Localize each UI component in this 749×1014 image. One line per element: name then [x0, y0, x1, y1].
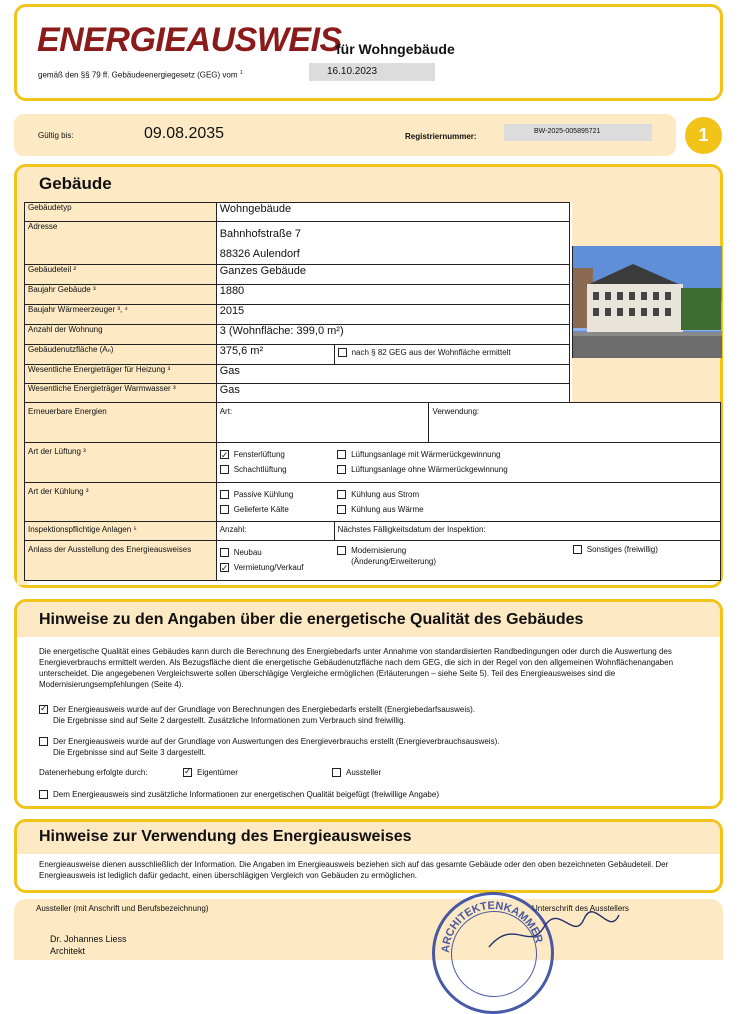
cooling-electric[interactable]: Kühlung aus Strom	[337, 487, 717, 502]
header-box	[14, 4, 723, 101]
demand-option: ✓Der Energieausweis wurde auf der Grundlage von Berechnungen des Energiebedarfs erstellt (Energiebedarfsausweis). Die Ergebnisse sind auf Seite 2 dargestellt. Zusätzliche Informationen zum Verbrauch sind freiwillig.	[39, 704, 707, 726]
renewables-type: Art:	[216, 403, 429, 443]
occasion-modernisation[interactable]: Modernisierung	[337, 545, 567, 556]
inspection-count: Anzahl:	[216, 522, 334, 541]
cooling-right	[334, 483, 720, 522]
notes-section	[14, 599, 723, 809]
label-heating-carrier: Wesentliche Energieträger für Heizung ³	[25, 365, 217, 384]
occasion-rent-sale-checkbox[interactable]	[220, 563, 229, 572]
inspection-next: Nächstes Fälligkeitsdatum der Inspektion:	[334, 522, 720, 541]
consumption-checkbox[interactable]	[39, 737, 48, 746]
occasion-rent-sale[interactable]: ✓Vermietung/Verkauf	[220, 560, 331, 575]
notes-paragraph: Die energetische Qualität eines Gebäudes kann durch die Berechnung des Energiebedarfs unter Annahme von standardisierten Randbedingungen oder durch die Auswertung des Energieverbrauchs ermittelt werden. Als Bezugsfläche dient die energetische Gebäudenutzfläche nach dem GEG, die sich in der Regel von den allgemeinen Wohnflächenangaben unterscheidet. Die angegebenen Vergleichswerte sollen überschlägige Vergleiche ermöglichen (Erläuterungen – siehe Seite 5). Teil des Energieausweises sind die Modernisierungsempfehlungen (Seite 4).	[39, 647, 674, 689]
ventilation-recovery[interactable]: Lüftungsanlage mit Wärmerückgewinnung	[337, 447, 717, 462]
value-year-heater: 2015	[216, 305, 570, 325]
occasion-modernisation-checkbox[interactable]	[337, 546, 346, 555]
additional-info-checkbox[interactable]	[39, 790, 48, 799]
issuer-title: Architekt	[50, 946, 86, 956]
value-address: Bahnhofstraße 7 88326 Aulendorf	[216, 222, 570, 265]
cooling-left	[216, 483, 334, 522]
value-building-type: Wohngebäude	[216, 203, 570, 222]
demand-checkbox[interactable]	[39, 705, 48, 714]
signature-label: Unterschrift des Ausstellers	[532, 904, 629, 913]
label-cooling: Art der Kühlung ³	[25, 483, 217, 522]
occasion-right	[570, 541, 721, 581]
value-year-built: 1880	[216, 285, 570, 305]
cooling-delivered-checkbox[interactable]	[220, 505, 229, 514]
label-floor-area: Gebäudenutzfläche (Aₙ)	[25, 345, 217, 365]
table-row	[25, 541, 721, 581]
building-table	[24, 202, 721, 581]
label-inspection: Inspektionspflichtige Anlagen ⁵	[25, 522, 217, 541]
occasion-left	[216, 541, 334, 581]
cooling-heat[interactable]: Kühlung aus Wärme	[337, 502, 717, 517]
occasion-new-build[interactable]: Neubau	[220, 545, 331, 560]
table-row	[25, 203, 721, 222]
footer-panel	[14, 899, 723, 960]
area-method-option: nach § 82 GEG aus der Wohnfläche ermittelt	[334, 345, 570, 365]
renewables-use: Verwendung:	[429, 403, 721, 443]
label-occasion: Anlass der Ausstellung des Energieausweises	[25, 541, 217, 581]
label-ventilation: Art der Lüftung ³	[25, 443, 217, 483]
value-units: 3 (Wohnfläche: 399,0 m²)	[216, 325, 570, 345]
cooling-heat-checkbox[interactable]	[337, 505, 346, 514]
issuer-name: Dr. Johannes Liess	[50, 934, 127, 944]
page-number-badge: 1	[685, 117, 722, 154]
label-building-type: Gebäudetyp	[25, 203, 217, 222]
notes-title: Hinweise zu den Angaben über die energetische Qualität des Gebäudes	[39, 611, 584, 628]
additional-info-option[interactable]: Dem Energieausweis sind zusätzliche Informationen zur energetischen Qualität beigefügt (freiwillige Angabe)	[39, 790, 439, 799]
building-header-band	[17, 167, 720, 202]
collection-owner-option[interactable]: ✓ Eigentümer	[183, 768, 238, 777]
occasion-other-checkbox[interactable]	[573, 545, 582, 554]
stamp-lettering: ARCHITEKTENKAMMER	[439, 899, 545, 954]
table-row	[25, 403, 721, 443]
collection-owner-checkbox[interactable]	[183, 768, 192, 777]
registration-field	[504, 124, 652, 141]
signature-scribble	[484, 907, 624, 957]
collection-issuer-checkbox[interactable]	[332, 768, 341, 777]
usage-text: Energieausweise dienen ausschließlich der Information. Die Angaben im Energieausweis beziehen sich auf das gesamte Gebäude oder den oben bezeichneten Gebäudeteil. Der Energieausweis ist lediglich dafür gedacht, einen überschlägigen Vergleich von Gebäuden zu ermöglichen.	[39, 860, 669, 880]
valid-until-label: Gültig bis:	[38, 131, 74, 140]
occasion-middle	[334, 541, 570, 581]
cooling-passive[interactable]: Passive Kühlung	[220, 487, 331, 502]
issuer-label: Aussteller (mit Anschrift und Berufsbezeichnung)	[36, 904, 209, 913]
label-building-part: Gebäudeteil ²	[25, 265, 217, 285]
value-water-carrier: Gas	[216, 384, 570, 403]
issue-date: 16.10.2023	[327, 66, 378, 77]
occasion-other[interactable]: Sonstiges (freiwillig)	[573, 545, 717, 554]
legal-basis: gemäß den §§ 79 ff. Gebäudeenergiegesetz (GEG) vom $^1$	[38, 70, 243, 80]
issue-date-field	[309, 63, 435, 81]
validity-strip	[14, 114, 676, 156]
cooling-electric-checkbox[interactable]	[337, 490, 346, 499]
cooling-delivered[interactable]: Gelieferte Kälte	[220, 502, 331, 517]
ventilation-shaft[interactable]: Schachtlüftung	[220, 462, 331, 477]
collection-issuer-option[interactable]: Aussteller	[332, 768, 381, 777]
occasion-modernisation-note: (Änderung/Erweiterung)	[351, 557, 437, 566]
value-floor-area: 375,6 m²	[216, 345, 334, 365]
data-collection-label: Datenerhebung erfolgte durch:	[39, 768, 148, 777]
label-year-built: Baujahr Gebäude ³	[25, 285, 217, 305]
valid-until-date: 09.08.2035	[144, 125, 225, 142]
document-title: ENERGIEAUSWEIS	[37, 21, 342, 59]
ventilation-right	[334, 443, 720, 483]
ventilation-left	[216, 443, 334, 483]
building-section-title: Gebäude	[39, 174, 112, 193]
label-year-heater: Baujahr Wärmeerzeuger ³, ⁴	[25, 305, 217, 325]
consumption-option: Der Energieausweis wurde auf der Grundlage von Auswertungen des Energieverbrauchs erstellt (Energieverbrauchsausweis). Die Ergebnisse sind auf Seite 3 dargestellt.	[39, 736, 707, 758]
table-row	[25, 483, 721, 522]
registration-number: BW-2025-005895721	[534, 128, 601, 135]
table-row	[25, 522, 721, 541]
ventilation-no-recovery-checkbox[interactable]	[337, 465, 346, 474]
ventilation-window[interactable]: ✓ Fensterlüftung	[220, 447, 331, 462]
ventilation-window-checkbox[interactable]	[220, 450, 229, 459]
label-units: Anzahl der Wohnung	[25, 325, 217, 345]
usage-title: Hinweise zur Verwendung des Energieausweises	[39, 828, 412, 845]
ventilation-no-recovery[interactable]: Lüftungsanlage ohne Wärmerückgewinnung	[337, 462, 717, 477]
label-water-carrier: Wesentliche Energieträger Warmwasser ³	[25, 384, 217, 403]
cooling-passive-checkbox[interactable]	[220, 490, 229, 499]
document-subtitle: für Wohngebäude	[336, 41, 455, 57]
table-row	[25, 443, 721, 483]
ventilation-shaft-checkbox[interactable]	[220, 465, 229, 474]
ventilation-recovery-checkbox[interactable]	[337, 450, 346, 459]
label-address: Adresse	[25, 222, 217, 265]
value-building-part: Ganzes Gebäude	[216, 265, 570, 285]
label-renewables: Erneuerbare Energien	[25, 403, 217, 443]
value-heating-carrier: Gas	[216, 365, 570, 384]
registration-label: Registriernummer:	[405, 132, 477, 141]
area-method-checkbox[interactable]	[338, 348, 347, 357]
usage-section	[14, 819, 723, 893]
occasion-new-build-checkbox[interactable]	[220, 548, 229, 557]
